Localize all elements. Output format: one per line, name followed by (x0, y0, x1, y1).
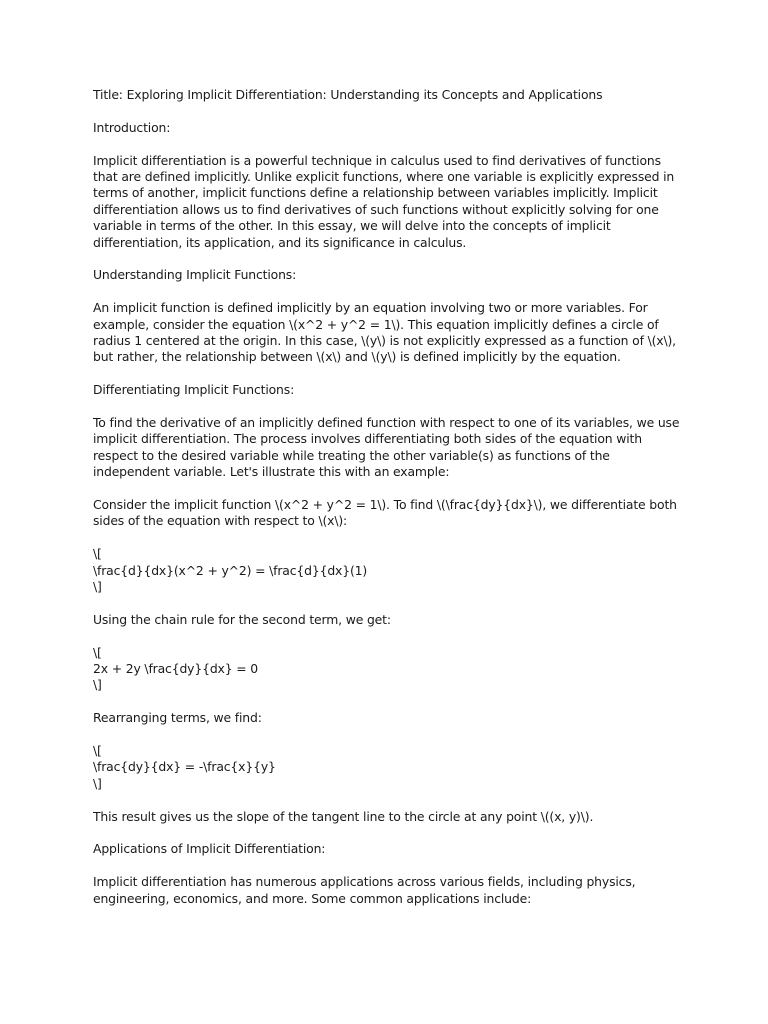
heading-differentiating-implicit-functions: Differentiating Implicit Functions: (93, 382, 295, 398)
paragraph-rearranging: Rearranging terms, we find: (93, 710, 262, 726)
paragraph-slope-result: This result gives us the slope of the tangent line to the circle at any point \((x, y)\). (93, 808, 594, 824)
equation-block-3: \[ \frac{dy}{dx} = -\frac{x}{y} \] (93, 743, 276, 791)
heading-applications: Applications of Implicit Differentiation: (93, 841, 326, 857)
heading-introduction: Introduction: (93, 119, 171, 135)
equation-block-1: \[ \frac{d}{dx}(x^2 + y^2) = \frac{d}{dx}(1) \] (93, 546, 368, 595)
document-title: Title: Exploring Implicit Differentiation: Understanding its Concepts and Applications (93, 87, 603, 102)
heading-understanding-implicit-functions: Understanding Implicit Functions: (93, 267, 297, 283)
paragraph-differentiation-process: To find the derivative of an implicitly defined function with respect to one of its variables, we use implicit differentiation. The process involves differentiating both sides of the equation with respect to the desired variable while treating the other variable(s) as functions of the independent variable. Let's illustrate this with an example: (93, 415, 684, 480)
document-body (93, 87, 683, 923)
paragraph-example-intro: Consider the implicit function \(x^2 + y^2 = 1\). To find \(\frac{dy}{dx}\), we differentiate both sides of the equation with respect to \(x\): (93, 497, 681, 529)
paragraph-applications: Implicit differentiation has numerous applications across various fields, including physics, engineering, economics, and more. Some common applications include: (93, 874, 640, 906)
equation-block-2: \[ 2x + 2y \frac{dy}{dx} = 0 \] (93, 644, 258, 693)
paragraph-implicit-function-definition: An implicit function is defined implicitly by an equation involving two or more variables. For example, consider the equation \(x^2 + y^2 = 1\). This equation implicitly defines a circle of radius 1 centered at the origin. In this case, \(y\) is not explicitly expressed as a function of \(x\), but rather, the relationship between \(x\) and \(y\) is defined implicitly by the equation. (93, 300, 680, 365)
paragraph-chain-rule: Using the chain rule for the second term, we get: (93, 611, 391, 627)
paragraph-introduction: Implicit differentiation is a powerful technique in calculus used to find derivatives of functions that are defined implicitly. Unlike explicit functions, where one variable is explicitly expressed in terms of another, implicit functions define a relationship between variables implicitly. Implicit differentiation allows us to find derivatives of such functions without explicitly solving for one variable in terms of the other. In this essay, we will delve into the concepts of implicit differentiation, its application, and its significance in calculus. (93, 152, 678, 250)
